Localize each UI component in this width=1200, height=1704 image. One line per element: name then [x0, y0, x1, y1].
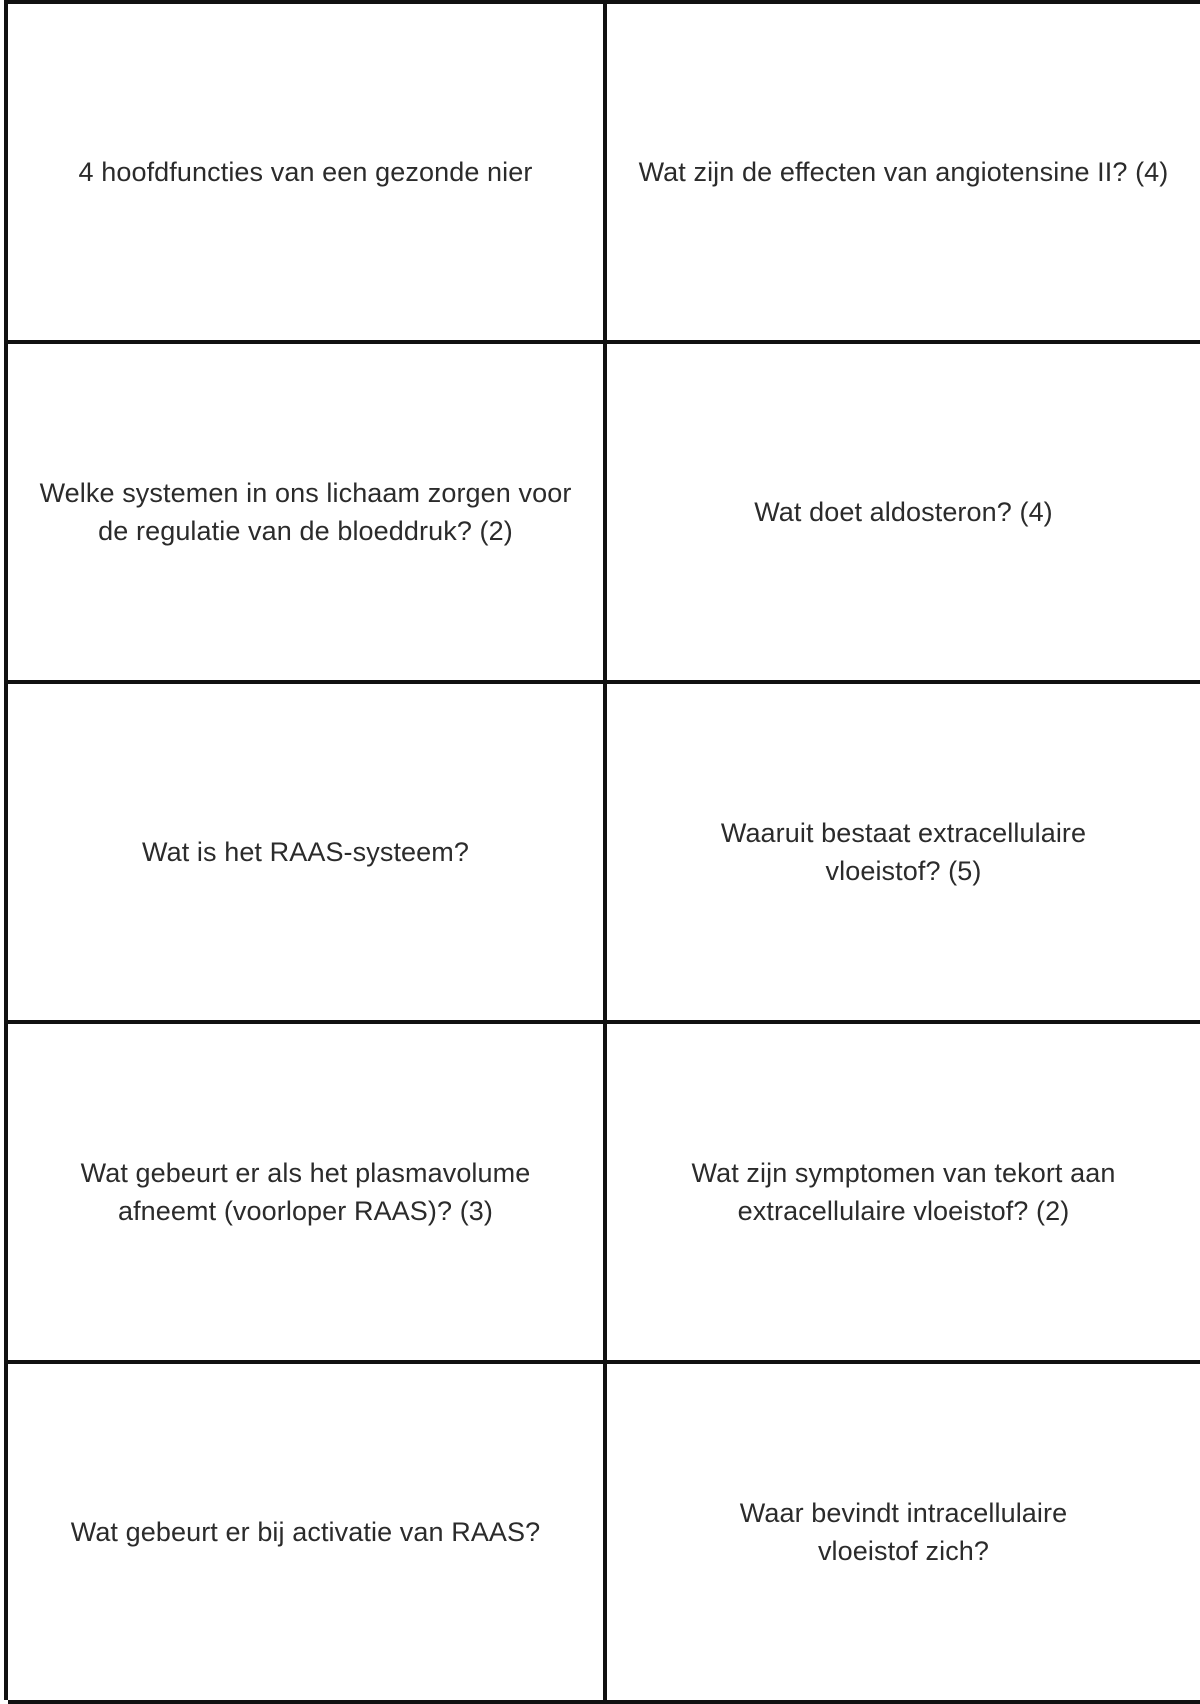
flashcard-question: Wat zijn symptomen van tekort aan extracellulaire vloeistof? (2) — [691, 1158, 1116, 1226]
flashcard — [8, 4, 607, 344]
flashcard-grid — [4, 0, 1200, 1700]
flashcard-question: Wat doet aldosteron? (4) — [754, 497, 1053, 527]
flashcard-question: Waaruit bestaat extracellulaire vloeistof? (5) — [720, 818, 1087, 886]
flashcard — [607, 1024, 1200, 1364]
flashcard — [8, 1364, 607, 1704]
flashcard-question: Wat is het RAAS-systeem? — [142, 837, 469, 867]
flashcard — [607, 4, 1200, 344]
flashcard-question: Waar bevindt intracellulaire vloeistof zich? — [739, 1498, 1068, 1566]
flashcard — [8, 1024, 607, 1364]
flashcard-question: 4 hoofdfuncties van een gezonde nier — [78, 157, 533, 187]
flashcard — [607, 684, 1200, 1024]
flashcard — [8, 684, 607, 1024]
flashcard-question: Welke systemen in ons lichaam zorgen voor de regulatie van de bloeddruk? (2) — [39, 478, 572, 546]
flashcard — [607, 344, 1200, 684]
flashcard-question: Wat zijn de effecten van angiotensine II? (4) — [638, 157, 1169, 187]
flashcard — [607, 1364, 1200, 1704]
flashcard-question: Wat gebeurt er bij activatie van RAAS? — [70, 1517, 541, 1547]
flashcard-question: Wat gebeurt er als het plasmavolume afneemt (voorloper RAAS)? (3) — [80, 1158, 531, 1226]
flashcard — [8, 344, 607, 684]
